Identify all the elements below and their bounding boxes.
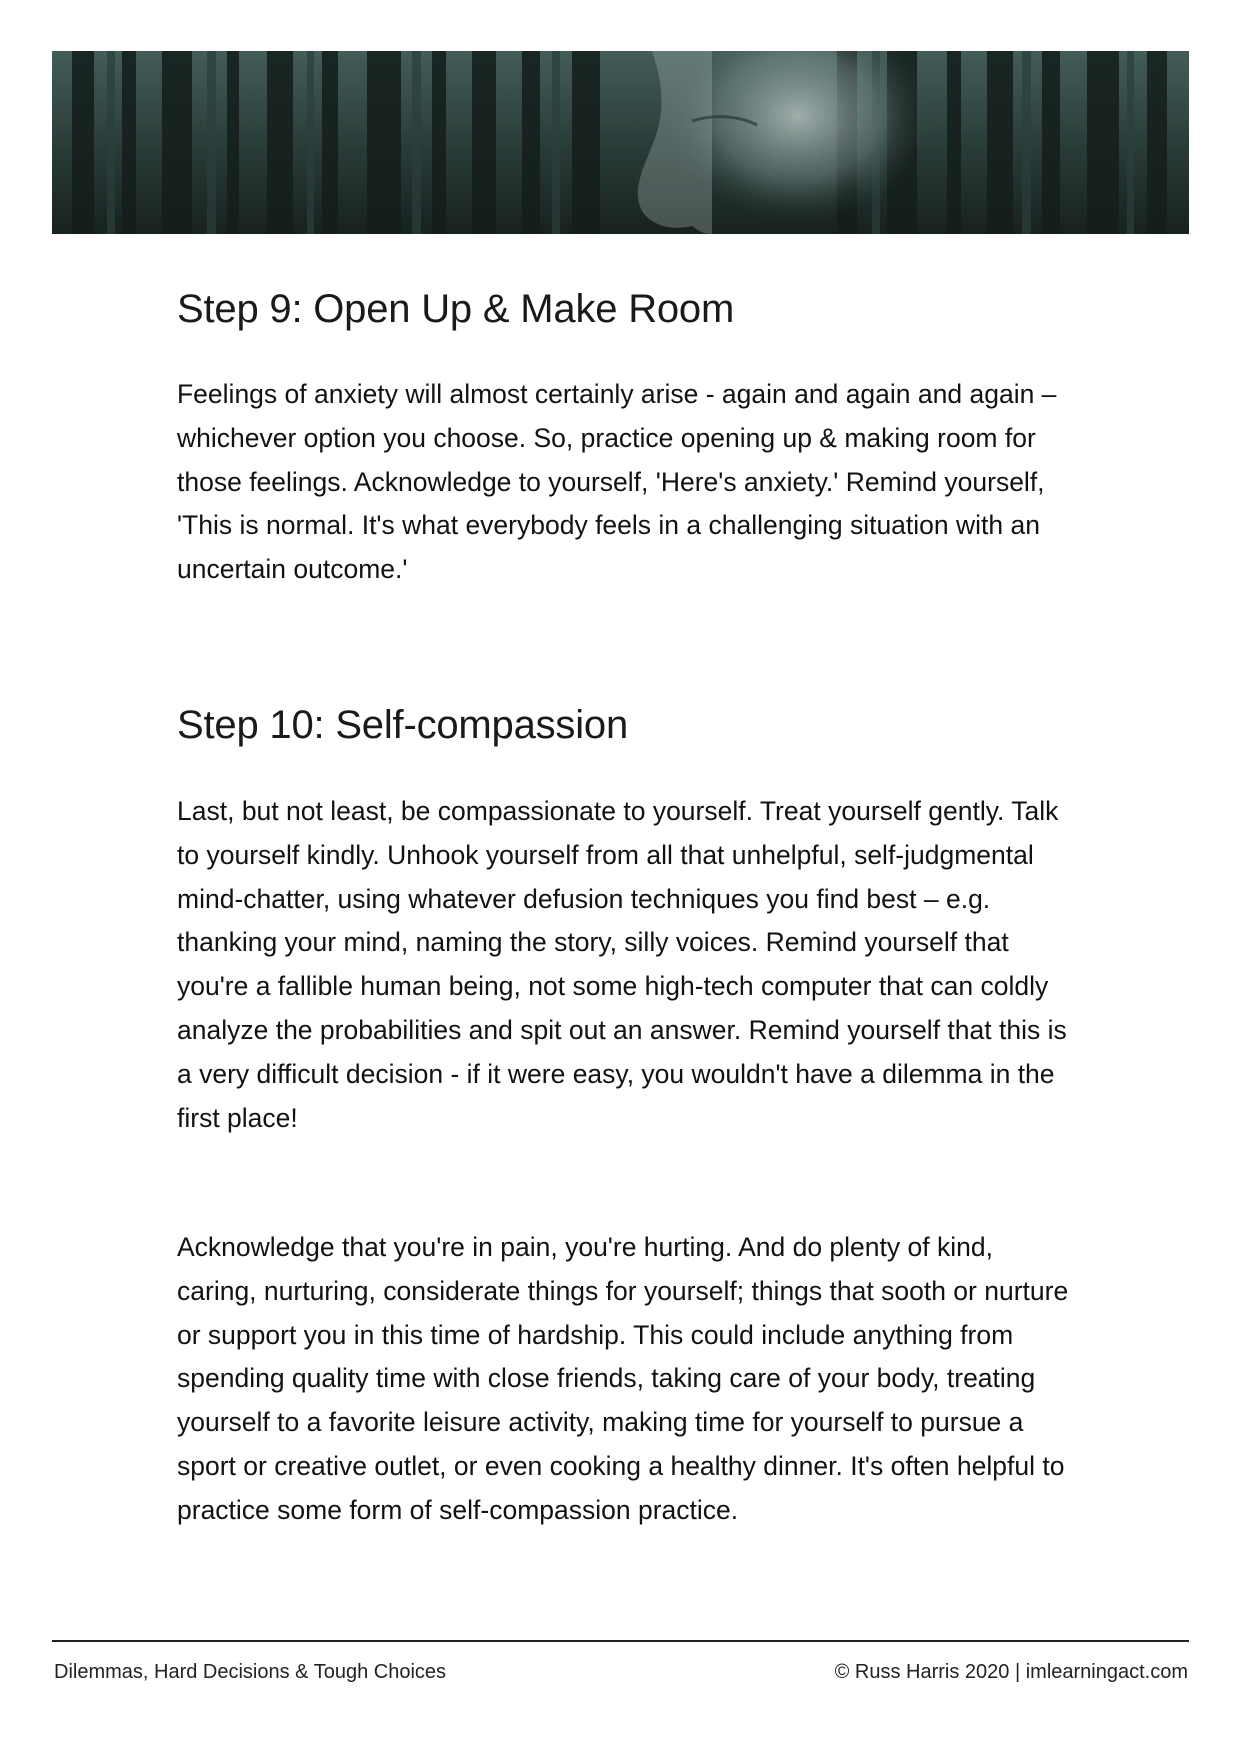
step-10-paragraph-1: Last, but not least, be compassionate to yourself. Treat yourself gently. Talk to yourself kindly. Unhook yourself from all that unhelpful, self-judgmental mind-chatter, using whatever defusion techniques you find best – e.g. thanking your mind, naming the story, silly voices. Remind yourself that you're a fallible human being, not some high-tech computer that can coldly analyze the probabilities and spit out an answer. Remind yourself that this is a very difficult decision - if it were easy, you wouldn't have a dilemma in the first place! [177,796,1067,1133]
step-10-heading: Step 10: Self-compassion [177,703,629,747]
footer-document-title: Dilemmas, Hard Decisions & Tough Choices [54,1661,447,1683]
header-banner-image [52,51,1189,234]
footer-divider [52,1640,1189,1642]
forest-face-photo-icon [52,51,1189,234]
step-10-paragraph-2: Acknowledge that you're in pain, you're hurting. And do plenty of kind, caring, nurturing, considerate things for yourself; things that sooth or nurture or support you in this time of hardship. This could include anything from spending quality time with close friends, taking care of your body, treating yourself to a favorite leisure activity, making time for yourself to pursue a sport or creative outlet, or even cooking a healthy dinner. It's often helpful to practice some form of self-compassion practice. [177,1232,1069,1525]
step-9-heading: Step 9: Open Up & Make Room [177,287,735,331]
footer-copyright: © Russ Harris 2020 | imlearningact.com [834,1661,1188,1683]
step-9-paragraph: Feelings of anxiety will almost certainly arise - again and again and again – whichever option you choose. So, practice opening up & making room for those feelings. Acknowledge to yourself, 'Here's anxiety.' Remind yourself, 'This is normal. It's what everybody feels in a challenging situation with an uncertain outcome.' [177,379,1057,585]
